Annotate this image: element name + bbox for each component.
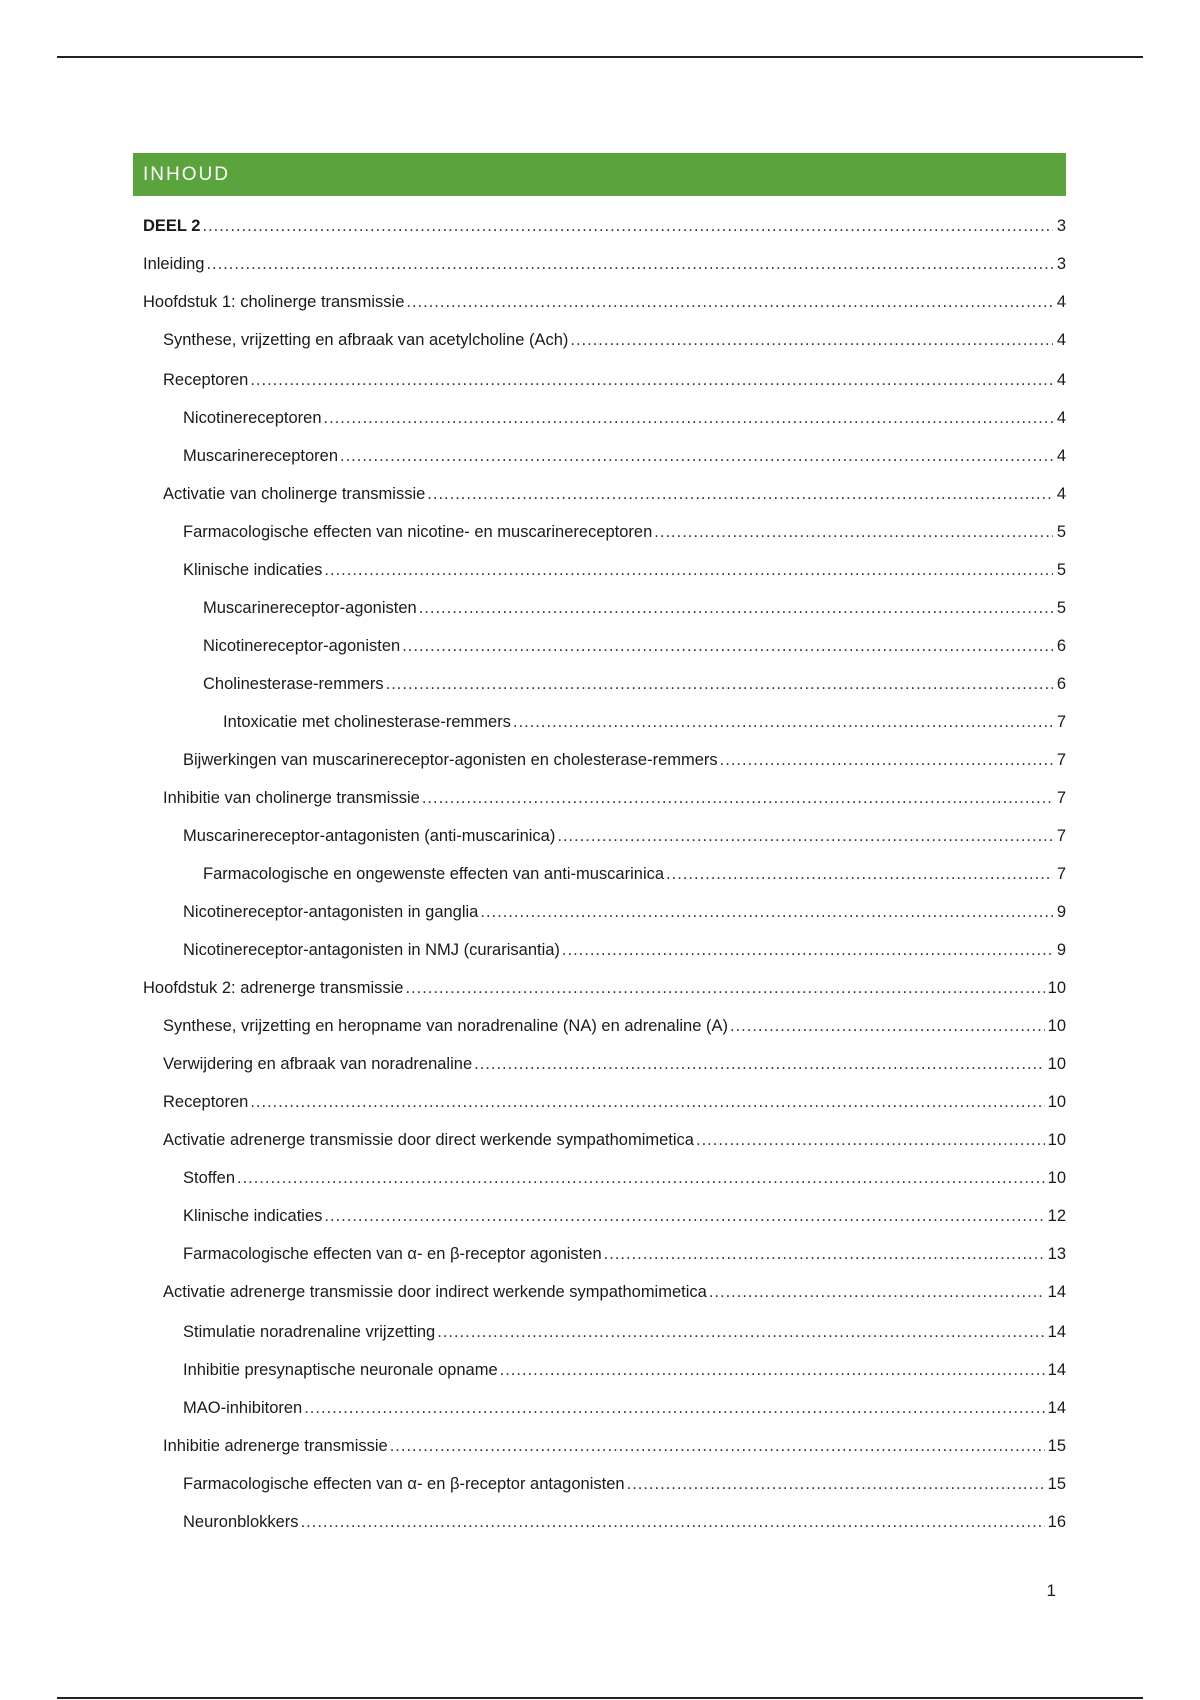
toc-entry-page: 9 [1056, 941, 1066, 959]
toc-entry[interactable] [133, 446, 1066, 466]
toc-entry[interactable] [133, 408, 1066, 428]
toc-entry[interactable] [133, 1244, 1066, 1264]
toc-entry-title: Activatie adrenerge transmissie door direct werkende sympathomimetica [163, 1131, 694, 1149]
toc-dot-leader [250, 370, 1053, 390]
toc-entry-title: Hoofdstuk 1: cholinerge transmissie [143, 293, 405, 311]
toc-entry-page: 4 [1056, 485, 1066, 503]
toc-entry[interactable] [133, 902, 1066, 922]
toc-entry-page: 14 [1047, 1399, 1066, 1417]
toc-entry[interactable] [133, 484, 1066, 504]
toc-dot-leader [419, 598, 1053, 618]
toc-dot-leader [301, 1512, 1045, 1532]
toc-entry-page: 4 [1056, 447, 1066, 465]
toc-entry[interactable] [133, 1130, 1066, 1150]
toc-entry-title: Inhibitie adrenerge transmissie [163, 1437, 388, 1455]
toc-dot-leader [406, 292, 1053, 312]
toc-entry-page: 7 [1056, 827, 1066, 845]
toc-entry[interactable] [133, 1322, 1066, 1342]
toc-entry-title: Activatie van cholinerge transmissie [163, 485, 426, 503]
toc-entry-title: Stoffen [183, 1169, 235, 1187]
toc-dot-leader [422, 788, 1053, 808]
toc-entry[interactable] [133, 674, 1066, 694]
toc-entry[interactable] [133, 1282, 1066, 1302]
toc-entry-page: 16 [1047, 1513, 1066, 1531]
toc-dot-leader [696, 1130, 1045, 1150]
toc-dot-leader [562, 940, 1053, 960]
toc-entry-title: Farmacologische effecten van α- en β-receptor antagonisten [183, 1475, 625, 1493]
toc-entry-title: MAO-inhibitoren [183, 1399, 303, 1417]
toc-entry[interactable] [133, 560, 1066, 580]
toc-dot-leader [437, 1322, 1044, 1342]
toc-entry-title: Nicotinereceptor-antagonisten in NMJ (curarisantia) [183, 941, 560, 959]
toc-entry-page: 14 [1047, 1323, 1066, 1341]
toc-entry[interactable] [133, 1092, 1066, 1112]
toc-heading-bar [133, 153, 1066, 196]
toc-entry[interactable] [133, 1168, 1066, 1188]
toc-dot-leader [402, 636, 1053, 656]
toc-entry-title: Muscarinereceptor-agonisten [203, 599, 417, 617]
toc-entry-title: Muscarinereceptoren [183, 447, 338, 465]
toc-entry[interactable] [133, 1054, 1066, 1074]
table-of-contents [133, 153, 1066, 1532]
toc-entry[interactable] [133, 940, 1066, 960]
toc-dot-leader [720, 750, 1053, 770]
toc-dot-leader [250, 1092, 1044, 1112]
toc-entry-title: Inhibitie presynaptische neuronale opname [183, 1361, 498, 1379]
toc-entry-title: Klinische indicaties [183, 561, 323, 579]
toc-entry-page: 10 [1047, 1131, 1066, 1149]
toc-entry-title: Farmacologische en ongewenste effecten van anti-muscarinica [203, 865, 665, 883]
toc-dot-leader [324, 408, 1054, 428]
toc-entry[interactable] [133, 1474, 1066, 1494]
toc-entry[interactable] [133, 216, 1066, 236]
toc-dot-leader [202, 216, 1053, 236]
toc-entry-title: Synthese, vrijzetting en afbraak van acetylcholine (Ach) [163, 331, 569, 349]
toc-entry[interactable] [133, 1512, 1066, 1532]
toc-entry-page: 14 [1047, 1361, 1066, 1379]
toc-entry[interactable] [133, 1398, 1066, 1418]
toc-dot-leader [627, 1474, 1045, 1494]
page-number: 1 [1046, 1581, 1056, 1600]
toc-dot-leader [654, 522, 1053, 542]
toc-entry-title: Muscarinereceptor-antagonisten (anti-muscarinica) [183, 827, 556, 845]
toc-entry-page: 10 [1047, 1017, 1066, 1035]
footer-rule [57, 1697, 1143, 1699]
toc-entry[interactable] [133, 1360, 1066, 1380]
toc-entry-page: 10 [1047, 1093, 1066, 1111]
toc-entry-page: 4 [1056, 331, 1066, 349]
toc-entry-page: 7 [1056, 865, 1066, 883]
toc-entry[interactable] [133, 292, 1066, 312]
toc-dot-leader [390, 1436, 1045, 1456]
toc-dot-leader [666, 864, 1053, 884]
toc-entry[interactable] [133, 826, 1066, 846]
toc-entry-page: 10 [1047, 979, 1066, 997]
toc-dot-leader [557, 826, 1053, 846]
toc-dot-leader [474, 1054, 1045, 1074]
toc-entry-page: 12 [1047, 1207, 1066, 1225]
toc-entry-title: DEEL 2 [143, 217, 201, 235]
toc-entry-page: 6 [1056, 675, 1066, 693]
toc-entry[interactable] [133, 1436, 1066, 1456]
toc-entry-page: 3 [1056, 255, 1066, 273]
toc-entry-title: Neuronblokkers [183, 1513, 299, 1531]
toc-entry-title: Verwijdering en afbraak van noradrenaline [163, 1055, 473, 1073]
toc-entry-title: Bijwerkingen van muscarinereceptor-agonisten en cholesterase-remmers [183, 751, 718, 769]
toc-entry-title: Hoofdstuk 2: adrenerge transmissie [143, 979, 404, 997]
toc-entry-page: 5 [1056, 599, 1066, 617]
toc-entry-title: Nicotinereceptor-antagonisten in ganglia [183, 903, 479, 921]
toc-entry[interactable] [133, 254, 1066, 274]
toc-list [133, 216, 1066, 1532]
toc-entry-title: Farmacologische effecten van nicotine- en muscarinereceptoren [183, 523, 653, 541]
toc-entry-page: 4 [1056, 409, 1066, 427]
toc-entry-page: 5 [1056, 561, 1066, 579]
toc-dot-leader [405, 978, 1044, 998]
toc-entry-title: Farmacologische effecten van α- en β-receptor agonisten [183, 1245, 602, 1263]
toc-entry[interactable] [133, 330, 1066, 350]
toc-dot-leader [324, 1206, 1044, 1226]
toc-entry[interactable] [133, 598, 1066, 618]
toc-heading: INHOUD [143, 163, 230, 185]
toc-entry-page: 7 [1056, 751, 1066, 769]
header-rule [57, 56, 1143, 58]
toc-dot-leader [427, 484, 1053, 504]
toc-entry-title: Inhibitie van cholinerge transmissie [163, 789, 420, 807]
toc-dot-leader [206, 254, 1053, 274]
toc-entry-title: Inleiding [143, 255, 205, 273]
toc-dot-leader [513, 712, 1053, 732]
toc-entry-title: Intoxicatie met cholinesterase-remmers [223, 713, 511, 731]
toc-entry[interactable] [133, 636, 1066, 656]
toc-entry-title: Nicotinereceptor-agonisten [203, 637, 401, 655]
toc-dot-leader [237, 1168, 1045, 1188]
toc-entry-page: 4 [1056, 371, 1066, 389]
toc-entry-title: Synthese, vrijzetting en heropname van noradrenaline (NA) en adrenaline (A) [163, 1017, 728, 1035]
toc-entry[interactable] [133, 1206, 1066, 1226]
toc-entry-page: 10 [1047, 1169, 1066, 1187]
toc-entry[interactable] [133, 864, 1066, 884]
toc-entry-page: 7 [1056, 789, 1066, 807]
toc-entry-page: 7 [1056, 713, 1066, 731]
toc-dot-leader [570, 330, 1053, 350]
toc-entry-page: 15 [1047, 1437, 1066, 1455]
toc-entry[interactable] [133, 1016, 1066, 1036]
toc-dot-leader [480, 902, 1053, 922]
toc-entry-page: 4 [1056, 293, 1066, 311]
toc-entry[interactable] [133, 788, 1066, 808]
toc-entry-page: 3 [1056, 217, 1066, 235]
toc-dot-leader [386, 674, 1053, 694]
toc-dot-leader [709, 1282, 1045, 1302]
toc-entry[interactable] [133, 978, 1066, 998]
toc-dot-leader [604, 1244, 1045, 1264]
toc-dot-leader [730, 1016, 1045, 1036]
toc-entry-page: 5 [1056, 523, 1066, 541]
toc-entry-page: 6 [1056, 637, 1066, 655]
toc-entry[interactable] [133, 750, 1066, 770]
toc-entry-title: Stimulatie noradrenaline vrijzetting [183, 1323, 436, 1341]
toc-entry[interactable] [133, 370, 1066, 390]
toc-entry-title: Cholinesterase-remmers [203, 675, 384, 693]
toc-dot-leader [340, 446, 1053, 466]
toc-entry-page: 9 [1056, 903, 1066, 921]
toc-entry-page: 10 [1047, 1055, 1066, 1073]
toc-entry-title: Klinische indicaties [183, 1207, 323, 1225]
toc-entry[interactable] [133, 712, 1066, 732]
toc-entry[interactable] [133, 522, 1066, 542]
toc-entry-page: 14 [1047, 1283, 1066, 1301]
toc-dot-leader [304, 1398, 1044, 1418]
toc-entry-title: Activatie adrenerge transmissie door indirect werkende sympathomimetica [163, 1283, 707, 1301]
toc-entry-page: 13 [1047, 1245, 1066, 1263]
toc-dot-leader [324, 560, 1053, 580]
toc-entry-title: Nicotinereceptoren [183, 409, 322, 427]
toc-dot-leader [500, 1360, 1045, 1380]
toc-entry-page: 15 [1047, 1475, 1066, 1493]
toc-entry-title: Receptoren [163, 1093, 249, 1111]
toc-entry-title: Receptoren [163, 371, 249, 389]
